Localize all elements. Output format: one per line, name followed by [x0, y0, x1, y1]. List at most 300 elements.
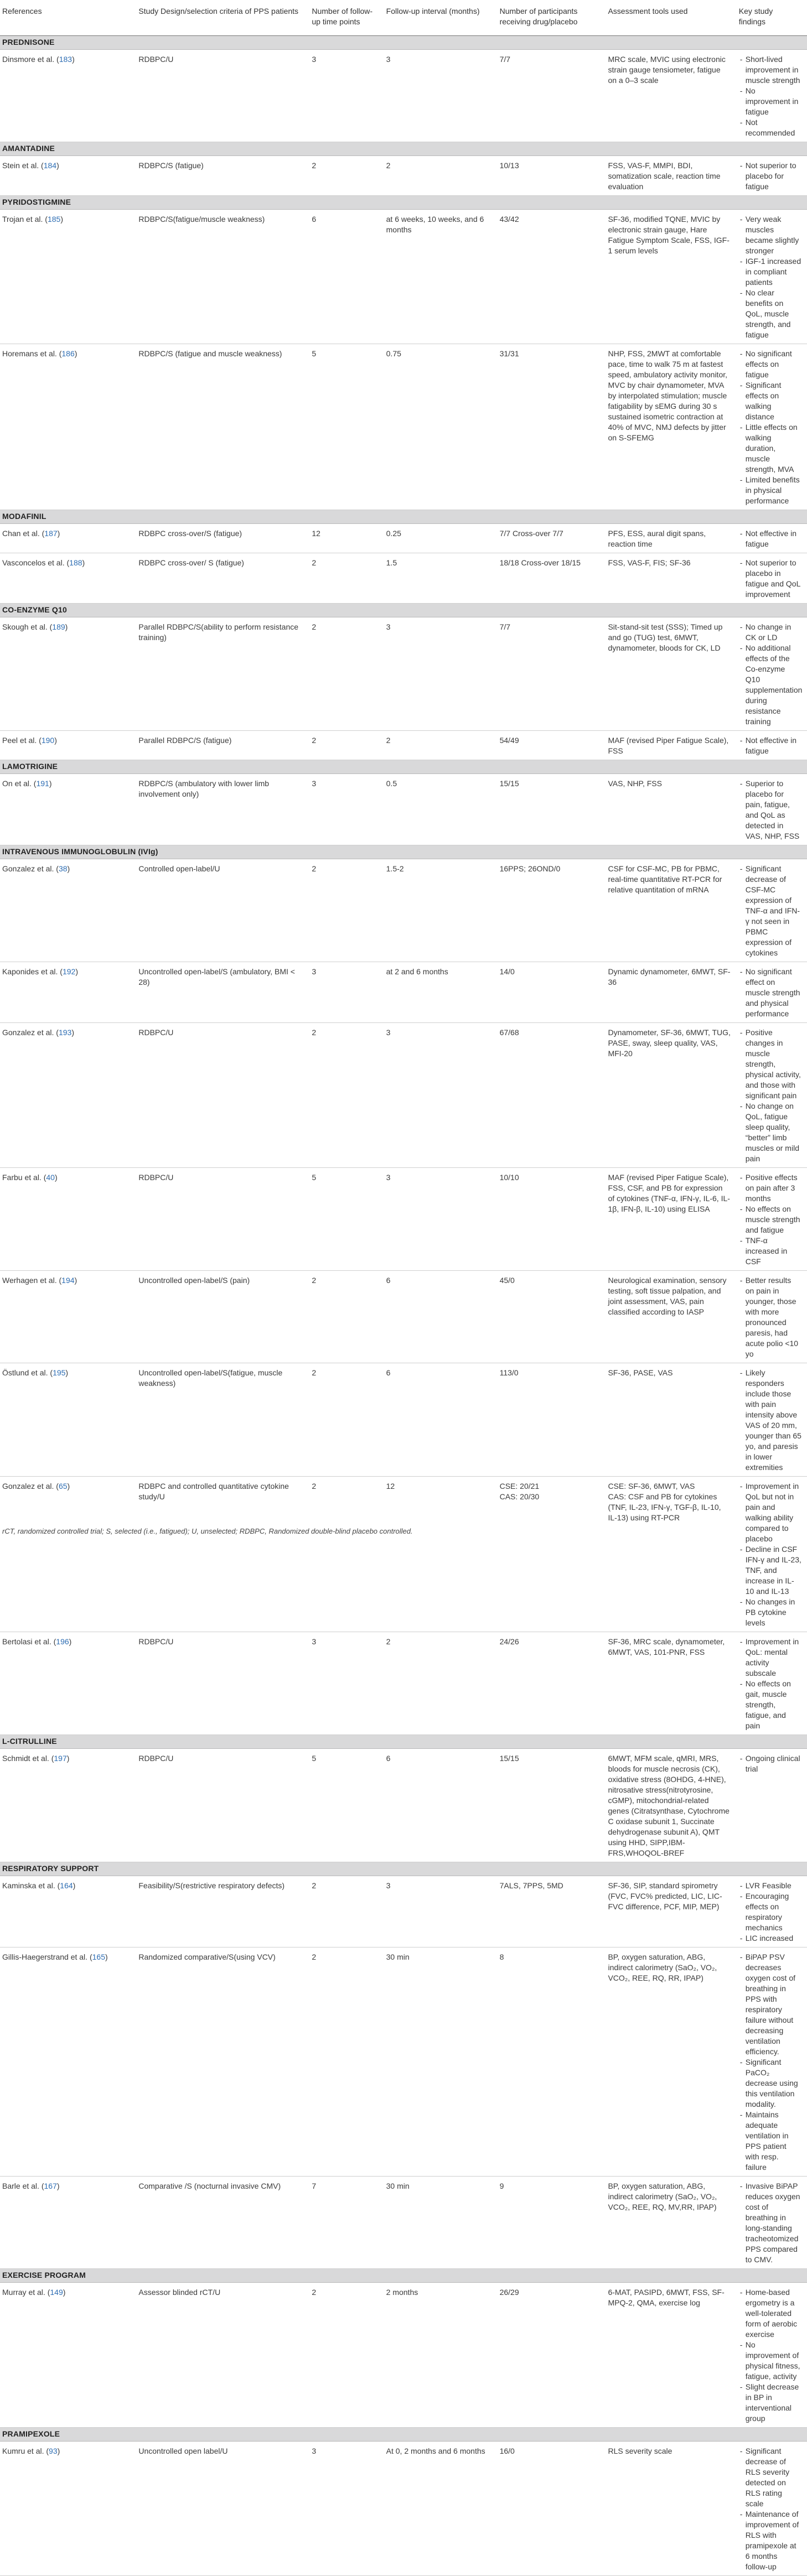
interval-cell: 6 [384, 1270, 498, 1363]
citation-link[interactable]: 188 [69, 558, 82, 567]
finding-item: - No significant effect on muscle strength and physical performance [739, 967, 801, 1019]
finding-item: - No effects on muscle strength and fatigue [739, 1204, 801, 1235]
design-cell: Assessor blinded rCT/U [136, 2282, 309, 2427]
participants-cell: 16PPS; 26OND/0 [498, 859, 606, 962]
finding-item: - Not superior to placebo in fatigue and QoL improvement [739, 558, 801, 600]
findings-cell [737, 1476, 807, 1632]
finding-item: - TNF-α increased in CSF [739, 1235, 801, 1267]
reference-author: Murray et al. [2, 2287, 45, 2297]
tools-cell: SF-36, modified TQNE, MVIC by electronic strain gauge, Hare Fatigue Symptom Scale, FSS, IGF-1 serum levels [606, 209, 736, 344]
group-title: CO-ENZYME Q10 [0, 603, 807, 617]
tools-cell: FSS, VAS-F, FIS; SF-36 [606, 553, 736, 603]
design-cell: RDBPC/S (fatigue and muscle weakness) [136, 344, 309, 510]
finding-item: - Decline in CSF IFN-γ and IL-23, TNF, and increase in IL-10 and IL-13 [739, 1544, 801, 1597]
group-header-row [0, 760, 807, 773]
finding-item: - Significant PaCO₂ decrease using this ventilation modality. [739, 2057, 801, 2110]
participants-cell: 7ALS, 7PPS, 5MD [498, 1876, 606, 1947]
interval-cell: 2 [384, 1632, 498, 1734]
findings-cell [737, 209, 807, 344]
reference-author: Peel et al. [2, 735, 37, 745]
citation-link[interactable]: 186 [61, 349, 75, 358]
finding-item: - Ongoing clinical trial [739, 1753, 801, 1774]
interval-cell: 12 [384, 1476, 498, 1632]
reference-author: Kaminska et al. [2, 1881, 55, 1890]
table-row [0, 2441, 807, 2575]
reference-author: Gonzalez et al. [2, 1027, 54, 1037]
header-tools: Assessment tools used [606, 0, 736, 35]
tools-cell: MAF (revised Piper Fatigue Scale), FSS [606, 730, 736, 760]
reference-cell: Murray et al. (149) [0, 2282, 136, 2427]
citation-link[interactable]: 93 [49, 2446, 58, 2455]
finding-item: - LVR Feasible [739, 1881, 801, 1891]
reference-cell: Östlund et al. (195) [0, 1363, 136, 1476]
finding-item: - No additional effects of the Co-enzyme Q10 supplementation during resistance training [739, 643, 801, 727]
group-header-row [0, 845, 807, 859]
table-row [0, 859, 807, 962]
findings-list [739, 2287, 801, 2424]
design-cell: RDBPC/U [136, 1167, 309, 1270]
table-row [0, 1476, 807, 1632]
interval-cell: 1.5 [384, 553, 498, 603]
interval-cell: 6 [384, 1748, 498, 1862]
timepoints-cell: 3 [309, 1632, 384, 1734]
table-row [0, 2282, 807, 2427]
findings-list [739, 622, 801, 727]
findings-cell [737, 859, 807, 962]
findings-cell [737, 962, 807, 1022]
citation-link[interactable]: 183 [59, 54, 73, 64]
reference-cell: Bertolasi et al. (196) [0, 1632, 136, 1734]
citation-link[interactable]: 184 [43, 160, 57, 170]
interval-cell: 1.5-2 [384, 859, 498, 962]
finding-item: - Not superior to placebo for fatigue [739, 160, 801, 192]
group-header-row [0, 2268, 807, 2282]
reference-cell: Kaponides et al. (192) [0, 962, 136, 1022]
finding-item: - Maintenance of improvement of RLS with pramipexole at 6 months follow-up [739, 2509, 801, 2572]
citation-link[interactable]: 194 [61, 1275, 75, 1285]
findings-cell [737, 155, 807, 195]
timepoints-cell: 6 [309, 209, 384, 344]
participants-cell: 10/10 [498, 1167, 606, 1270]
table-row [0, 617, 807, 730]
timepoints-cell: 2 [309, 730, 384, 760]
table-row [0, 1947, 807, 2176]
finding-item: - Improvement in QoL but not in pain and walking ability compared to placebo [739, 1481, 801, 1544]
finding-item: - Significant decrease of CSF-MC expression of TNF-α and IFN-γ not seen in PBMC expression of cytokines [739, 864, 801, 958]
tools-cell: SF-36, SIP, standard spirometry (FVC, FVC% predicted, LIC, LIC-FVC difference, PCF, MIP, MEP) [606, 1876, 736, 1947]
design-cell: Parallel RDBPC/S(ability to perform resistance training) [136, 617, 309, 730]
reference-cell: Schmidt et al. (197) [0, 1748, 136, 1862]
participants-cell: 7/7 [498, 617, 606, 730]
table-row [0, 1632, 807, 1734]
reference-author: Barle et al. [2, 2181, 39, 2190]
reference-cell: Gonzalez et al. (193) [0, 1022, 136, 1167]
finding-item: - Positive changes in muscle strength, physical activity, and those with significant pain [739, 1027, 801, 1101]
findings-list [739, 1637, 801, 1731]
findings-cell [737, 1876, 807, 1947]
findings-list [739, 778, 801, 842]
participants-cell: 18/18 Cross-over 18/15 [498, 553, 606, 603]
reference-author: Kaponides et al. [2, 967, 58, 976]
reference-author: Chan et al. [2, 528, 40, 538]
citation-link[interactable]: 193 [58, 1027, 72, 1037]
table-row [0, 962, 807, 1022]
design-cell: Uncontrolled open label/U [136, 2441, 309, 2575]
finding-item: - No effects on gait, muscle strength, fatigue, and pain [739, 1679, 801, 1731]
interval-cell: 2 [384, 730, 498, 760]
findings-list [739, 1753, 801, 1774]
findings-cell [737, 773, 807, 845]
timepoints-cell: 2 [309, 2282, 384, 2427]
citation-link[interactable]: 197 [54, 1753, 67, 1763]
participants-cell: 26/29 [498, 2282, 606, 2427]
finding-item: - Significant effects on walking distance [739, 380, 801, 422]
participants-cell: 31/31 [498, 344, 606, 510]
findings-list [739, 735, 801, 756]
interval-cell: at 6 weeks, 10 weeks, and 6 months [384, 209, 498, 344]
table-header-row [0, 0, 807, 35]
finding-item: - No clear benefits on QoL, muscle strength, and fatigue [739, 288, 801, 340]
finding-item: - Positive effects on pain after 3 months [739, 1172, 801, 1204]
group-title: INTRAVENOUS IMMUNOGLOBULIN (IVIg) [0, 845, 807, 859]
header-findings: Key study findings [737, 0, 807, 35]
finding-item: - Improvement in QoL: mental activity subscale [739, 1637, 801, 1679]
interval-cell: 30 min [384, 1947, 498, 2176]
header-references: References [0, 0, 136, 35]
timepoints-cell: 2 [309, 1947, 384, 2176]
finding-item: - Invasive BiPAP reduces oxygen cost of breathing in long-standing tracheotomized PPS compared to CMV. [739, 2181, 801, 2265]
citation-link[interactable]: 167 [44, 2181, 57, 2190]
participants-cell: CSE: 20/21 CAS: 20/30 [498, 1476, 606, 1632]
tools-cell: CSF for CSF-MC, PB for PBMC, real-time quantitative RT-PCR for relative quantitation of mRNA [606, 859, 736, 962]
timepoints-cell: 7 [309, 2176, 384, 2268]
reference-cell: Peel et al. (190) [0, 730, 136, 760]
finding-item: - BiPAP PSV decreases oxygen cost of breathing in PPS with respiratory failure without decreasing ventilation efficiency. [739, 1952, 801, 2057]
timepoints-cell: 5 [309, 344, 384, 510]
findings-cell [737, 1632, 807, 1734]
citation-link[interactable]: 192 [62, 967, 76, 976]
reference-cell: Stein et al. (184) [0, 155, 136, 195]
timepoints-cell: 2 [309, 553, 384, 603]
design-cell: RDBPC/U [136, 49, 309, 142]
interval-cell: 6 [384, 1363, 498, 1476]
finding-item: - Slight decrease in BP in interventional group [739, 2382, 801, 2424]
citation-link[interactable]: 190 [41, 735, 55, 745]
finding-item: - Better results on pain in younger, those with more pronounced paresis, had acute polio <10 yo [739, 1275, 801, 1359]
participants-cell: 9 [498, 2176, 606, 2268]
reference-cell: On et al. (191) [0, 773, 136, 845]
finding-item: - Very weak muscles became slightly stronger [739, 214, 801, 256]
citation-link[interactable]: 65 [58, 1481, 68, 1490]
tools-cell: CSE: SF-36, 6MWT, VAS CAS: CSF and PB for cytokines (TNF, IL-23, IFN-γ, TGF-β, IL-10, IL-13) using RT-PCR [606, 1476, 736, 1632]
reference-author: Werhagen et al. [2, 1275, 57, 1285]
findings-list [739, 1368, 801, 1473]
reference-author: On et al. [2, 778, 32, 788]
design-cell: Comparative /S (nocturnal invasive CMV) [136, 2176, 309, 2268]
group-header-row [0, 2427, 807, 2441]
citation-link[interactable]: 185 [47, 214, 61, 224]
reference-author: Trojan et al. [2, 214, 43, 224]
participants-cell: 15/15 [498, 1748, 606, 1862]
finding-item: - No change on QoL, fatigue sleep quality, “better” limb muscles or mild pain [739, 1101, 801, 1164]
findings-list [739, 1172, 801, 1267]
findings-list [739, 2181, 801, 2265]
timepoints-cell: 3 [309, 962, 384, 1022]
tools-cell: BP, oxygen saturation, ABG, indirect calorimetry (SaO₂, VO₂, VCO₂, REE, RQ, MV,RR, IPAP) [606, 2176, 736, 2268]
design-cell: RDBPC/S(fatigue/muscle weakness) [136, 209, 309, 344]
findings-cell [737, 2176, 807, 2268]
findings-cell [737, 2282, 807, 2427]
timepoints-cell: 2 [309, 155, 384, 195]
header-design: Study Design/selection criteria of PPS patients [136, 0, 309, 35]
tools-cell: RLS severity scale [606, 2441, 736, 2575]
design-cell: Uncontrolled open-label/S (ambulatory, BMI < 28) [136, 962, 309, 1022]
reference-author: Gonzalez et al. [2, 864, 54, 873]
timepoints-cell: 3 [309, 2441, 384, 2575]
finding-item: - Maintains adequate ventilation in PPS patient with resp. failure [739, 2110, 801, 2173]
citation-link[interactable]: 196 [56, 1637, 69, 1646]
reference-cell: Chan et al. (187) [0, 523, 136, 553]
timepoints-cell: 2 [309, 859, 384, 962]
findings-list [739, 1952, 801, 2173]
interval-cell: 3 [384, 49, 498, 142]
findings-list [739, 1481, 801, 1628]
findings-cell [737, 553, 807, 603]
tools-cell: SF-36, MRC scale, dynamometer, 6MWT, VAS, 101-PNR, FSS [606, 1632, 736, 1734]
findings-list [739, 349, 801, 506]
reference-cell: Gonzalez et al. (38) [0, 859, 136, 962]
reference-author: Gillis-Haegerstrand et al. [2, 1952, 88, 1961]
tools-cell: VAS, NHP, FSS [606, 773, 736, 845]
citation-link[interactable]: 195 [53, 1368, 66, 1377]
group-title: RESPIRATORY SUPPORT [0, 1862, 807, 1876]
reference-cell: Horemans et al. (186) [0, 344, 136, 510]
header-timepoints: Number of follow-up time points [309, 0, 384, 35]
reference-author: Skough et al. [2, 622, 48, 631]
findings-list [739, 1881, 801, 1944]
reference-author: Kumru et al. [2, 2446, 44, 2455]
findings-list [739, 528, 801, 549]
participants-cell: 67/68 [498, 1022, 606, 1167]
finding-item: - Not recommended [739, 117, 801, 138]
finding-item: - Not effective in fatigue [739, 735, 801, 756]
group-title: EXERCISE PROGRAM [0, 2268, 807, 2282]
table-row [0, 553, 807, 603]
design-cell: Feasibility/S(restrictive respiratory defects) [136, 1876, 309, 1947]
timepoints-cell: 3 [309, 773, 384, 845]
tools-cell: MAF (revised Piper Fatigue Scale), FSS, CSF, and PB for expression of cytokines (TNF-α, IFN-γ, IL-6, IL-1β, IFN-β, IL-10) using ELISA [606, 1167, 736, 1270]
interval-cell: 0.25 [384, 523, 498, 553]
finding-item: - No changes in PB cytokine levels [739, 1597, 801, 1628]
reference-cell: Kaminska et al. (164) [0, 1876, 136, 1947]
interval-cell: at 2 and 6 months [384, 962, 498, 1022]
interval-cell: 0.5 [384, 773, 498, 845]
citation-link[interactable]: 189 [52, 622, 65, 631]
table-row [0, 344, 807, 510]
finding-item: - Not effective in fatigue [739, 528, 801, 549]
finding-item: - Superior to placebo for pain, fatigue, and QoL as detected in VAS, NHP, FSS [739, 778, 801, 842]
findings-cell [737, 730, 807, 760]
header-participants: Number of participants receiving drug/placebo [498, 0, 606, 35]
table-row [0, 773, 807, 845]
timepoints-cell: 2 [309, 1022, 384, 1167]
header-interval: Follow-up interval (months) [384, 0, 498, 35]
findings-cell [737, 1748, 807, 1862]
timepoints-cell: 2 [309, 1363, 384, 1476]
participants-cell: 15/15 [498, 773, 606, 845]
tools-cell: NHP, FSS, 2MWT at comfortable pace, time to walk 75 m at fastest speed, ambulatory activity monitor, MVC by chair dynamometer, MVA by interpolated stimulation; muscle fatigability by sEMG during 30 s sustained isometric contraction at 40% of MVC, NMJ defects by jitter on S-SFEMG [606, 344, 736, 510]
findings-list [739, 214, 801, 340]
group-header-row [0, 35, 807, 49]
tools-cell: Dynamometer, SF-36, 6MWT, TUG, PASE, sway, sleep quality, VAS, MFI-20 [606, 1022, 736, 1167]
reference-author: Gonzalez et al. [2, 1481, 54, 1490]
findings-list [739, 558, 801, 600]
citation-link[interactable]: 149 [50, 2287, 63, 2297]
table-row [0, 1748, 807, 1862]
reference-cell: Gonzalez et al. (65) [0, 1476, 136, 1632]
table-row [0, 1022, 807, 1167]
table-row [0, 2176, 807, 2268]
findings-cell [737, 523, 807, 553]
table-row [0, 1167, 807, 1270]
table-row [0, 730, 807, 760]
reference-cell: Werhagen et al. (194) [0, 1270, 136, 1363]
tools-cell: PFS, ESS, aural digit spans, reaction time [606, 523, 736, 553]
participants-cell: 45/0 [498, 1270, 606, 1363]
design-cell: Uncontrolled open-label/S(fatigue, muscle weakness) [136, 1363, 309, 1476]
interval-cell: 0.75 [384, 344, 498, 510]
findings-cell [737, 1022, 807, 1167]
group-header-row [0, 1862, 807, 1876]
reference-cell: Vasconcelos et al. (188) [0, 553, 136, 603]
interval-cell: 3 [384, 1022, 498, 1167]
reference-author: Dinsmore et al. [2, 54, 55, 64]
finding-item: - Encouraging effects on respiratory mechanics [739, 1891, 801, 1933]
reference-author: Horemans et al. [2, 349, 57, 358]
group-header-row [0, 1734, 807, 1748]
design-cell: RDBPC/S (ambulatory with lower limb involvement only) [136, 773, 309, 845]
findings-list [739, 864, 801, 958]
interval-cell: 2 months [384, 2282, 498, 2427]
findings-cell [737, 1270, 807, 1363]
interval-cell: 3 [384, 1167, 498, 1270]
table-row [0, 1363, 807, 1476]
reference-author: Stein et al. [2, 160, 39, 170]
interval-cell: 2 [384, 155, 498, 195]
table-row [0, 209, 807, 344]
table-row [0, 1876, 807, 1947]
finding-item: - Likely responders include those with pain intensity above VAS of 20 mm, younger than 65 yo, and paresis in lower extremities [739, 1368, 801, 1473]
table-row [0, 155, 807, 195]
group-title: MODAFINIL [0, 510, 807, 523]
design-cell: Randomized comparative/S(using VCV) [136, 1947, 309, 2176]
tools-cell: 6-MAT, PASIPD, 6MWT, FSS, SF-MPQ-2, QMA, exercise log [606, 2282, 736, 2427]
reference-cell: Dinsmore et al. (183) [0, 49, 136, 142]
findings-cell [737, 617, 807, 730]
timepoints-cell: 3 [309, 49, 384, 142]
interval-cell: 30 min [384, 2176, 498, 2268]
participants-cell: 24/26 [498, 1632, 606, 1734]
findings-list [739, 1275, 801, 1359]
finding-item: - Significant decrease of RLS severity detected on RLS rating scale [739, 2446, 801, 2509]
reference-author: Bertolasi et al. [2, 1637, 51, 1646]
citation-link[interactable]: 191 [36, 778, 49, 788]
group-title: LAMOTRIGINE [0, 760, 807, 773]
participants-cell: 43/42 [498, 209, 606, 344]
design-cell: RDBPC/U [136, 1748, 309, 1862]
findings-cell [737, 2441, 807, 2575]
interval-cell: At 0, 2 months and 6 months [384, 2441, 498, 2575]
tools-cell: BP, oxygen saturation, ABG, indirect calorimetry (SaO₂, VO₂, VCO₂, REE, RQ, RR, IPAP) [606, 1947, 736, 2176]
participants-cell: 14/0 [498, 962, 606, 1022]
timepoints-cell: 12 [309, 523, 384, 553]
participants-cell: 10/13 [498, 155, 606, 195]
group-header-row [0, 603, 807, 617]
citation-link[interactable]: 165 [92, 1952, 105, 1961]
tools-cell: Sit-stand-sit test (SSS); Timed up and go (TUG) test, 6MWT, dynamometer, bloods for CK, LD [606, 617, 736, 730]
reference-author: Schmidt et al. [2, 1753, 49, 1763]
finding-item: - Short-lived improvement in muscle strength [739, 54, 801, 86]
findings-cell [737, 1947, 807, 2176]
timepoints-cell: 2 [309, 1876, 384, 1947]
table-row [0, 49, 807, 142]
design-cell: RDBPC/U [136, 1022, 309, 1167]
group-header-row [0, 510, 807, 523]
finding-item: - Little effects on walking duration, muscle strength, MVA [739, 422, 801, 475]
participants-cell: 54/49 [498, 730, 606, 760]
footnote: rCT, randomized controlled trial; S, selected (i.e., fatigued); U, unselected; RDBPC, Randomized double-blind placebo controlled. [2, 1527, 413, 1535]
participants-cell: 16/0 [498, 2441, 606, 2575]
group-header-row [0, 142, 807, 155]
tools-cell: SF-36, PASE, VAS [606, 1363, 736, 1476]
finding-item: - Limited benefits in physical performance [739, 475, 801, 506]
citation-link[interactable]: 187 [44, 528, 58, 538]
tools-cell: 6MWT, MFM scale, qMRI, MRS, bloods for muscle necrosis (CK), oxidative stress (8OHDG, 4-HNE), nitrosative stress(nitrotyrosine, cGMP), mitochondrial-related genes (Citratsynthase, Cytochrome C oxidase subunit 1, Succinate dehydrogenase subunit A), QMT using HHD, SIPP,IBM-FRS,WHOQOL-BREF [606, 1748, 736, 1862]
reference-cell: Trojan et al. (185) [0, 209, 136, 344]
table-row [0, 523, 807, 553]
participants-cell: 113/0 [498, 1363, 606, 1476]
citation-link[interactable]: 40 [46, 1172, 55, 1182]
group-title: PREDNISONE [0, 35, 807, 49]
design-cell: RDBPC/U [136, 1632, 309, 1734]
timepoints-cell: 2 [309, 617, 384, 730]
design-cell: RDBPC cross-over/S (fatigue) [136, 523, 309, 553]
findings-list [739, 967, 801, 1019]
finding-item: - No improvement in fatigue [739, 86, 801, 117]
citation-link[interactable]: 38 [58, 864, 68, 873]
timepoints-cell: 2 [309, 1476, 384, 1632]
reference-cell: Farbu et al. (40) [0, 1167, 136, 1270]
participants-cell: 7/7 [498, 49, 606, 142]
finding-item: - No change in CK or LD [739, 622, 801, 643]
tools-cell: Dynamic dynamometer, 6MWT, SF-36 [606, 962, 736, 1022]
design-cell: RDBPC/S (fatigue) [136, 155, 309, 195]
reference-cell: Kumru et al. (93) [0, 2441, 136, 2575]
findings-cell [737, 1363, 807, 1476]
finding-item: - Home-based ergometry is a well-tolerated form of aerobic exercise [739, 2287, 801, 2340]
participants-cell: 7/7 Cross-over 7/7 [498, 523, 606, 553]
group-title: PYRIDOSTIGMINE [0, 195, 807, 209]
findings-list [739, 2446, 801, 2572]
reference-author: Östlund et al. [2, 1368, 48, 1377]
design-cell: RDBPC cross-over/ S (fatigue) [136, 553, 309, 603]
participants-cell: 8 [498, 1947, 606, 2176]
citation-link[interactable]: 164 [60, 1881, 73, 1890]
interval-cell: 3 [384, 617, 498, 730]
reference-author: Vasconcelos et al. [2, 558, 65, 567]
findings-list [739, 54, 801, 138]
reference-cell: Barle et al. (167) [0, 2176, 136, 2268]
